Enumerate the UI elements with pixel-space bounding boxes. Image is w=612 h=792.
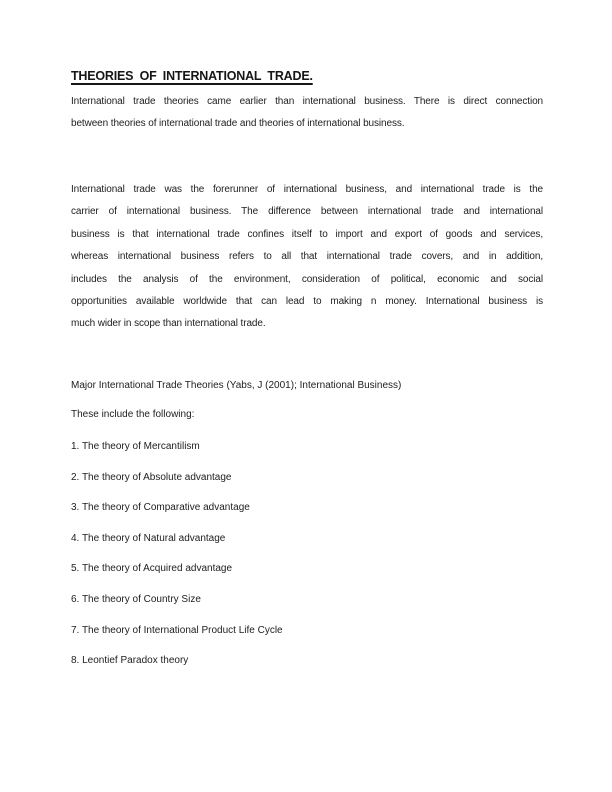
theory-list-item: 4. The theory of Natural advantage [71, 532, 226, 544]
theories-list [71, 432, 551, 677]
theory-list-item: 3. The theory of Comparative advantage [71, 502, 250, 514]
paragraph-line: whereas international business refers to all that international trade covers, and in addition, [71, 251, 543, 263]
paragraph-line: business is that international trade confines itself to import and export of goods and services, [71, 228, 543, 240]
theory-list-item: 5. The theory of Acquired advantage [71, 563, 233, 575]
list-intro-line: These include the following: [71, 409, 195, 420]
theory-list-item: 7. The theory of International Product Life Cycle [71, 624, 283, 636]
theory-list-item: 1. The theory of Mercantilism [71, 441, 200, 452]
paragraph-line: carrier of international business. The difference between international trade and international [71, 206, 543, 218]
theories-source-line: Major International Trade Theories (Yabs, J (2001); International Business) [71, 380, 402, 391]
document-title: THEORIES OF INTERNATIONAL TRADE. [71, 69, 313, 83]
theory-list-item: 8. Leontief Paradox theory [71, 655, 189, 667]
paragraph-line: opportunities available worldwide that can lead to making n money. International business is [71, 296, 543, 308]
theory-list-item: 6. The theory of Country Size [71, 593, 201, 605]
theory-list-item: 2. The theory of Absolute advantage [71, 471, 232, 483]
paragraph-line: between theories of international trade and theories of international business. [71, 118, 405, 130]
paragraph-line: International trade was the forerunner of international business, and international trade is the [71, 184, 543, 195]
paragraph-line: International trade theories came earlier than international business. There is direct connection [71, 96, 543, 107]
paragraph-line: includes the analysis of the environment, consideration of political, economic and social [71, 273, 543, 285]
paragraph-line: much wider in scope than international trade. [71, 318, 266, 330]
trade-vs-business-paragraph [71, 179, 543, 336]
intro-paragraph [71, 91, 543, 136]
